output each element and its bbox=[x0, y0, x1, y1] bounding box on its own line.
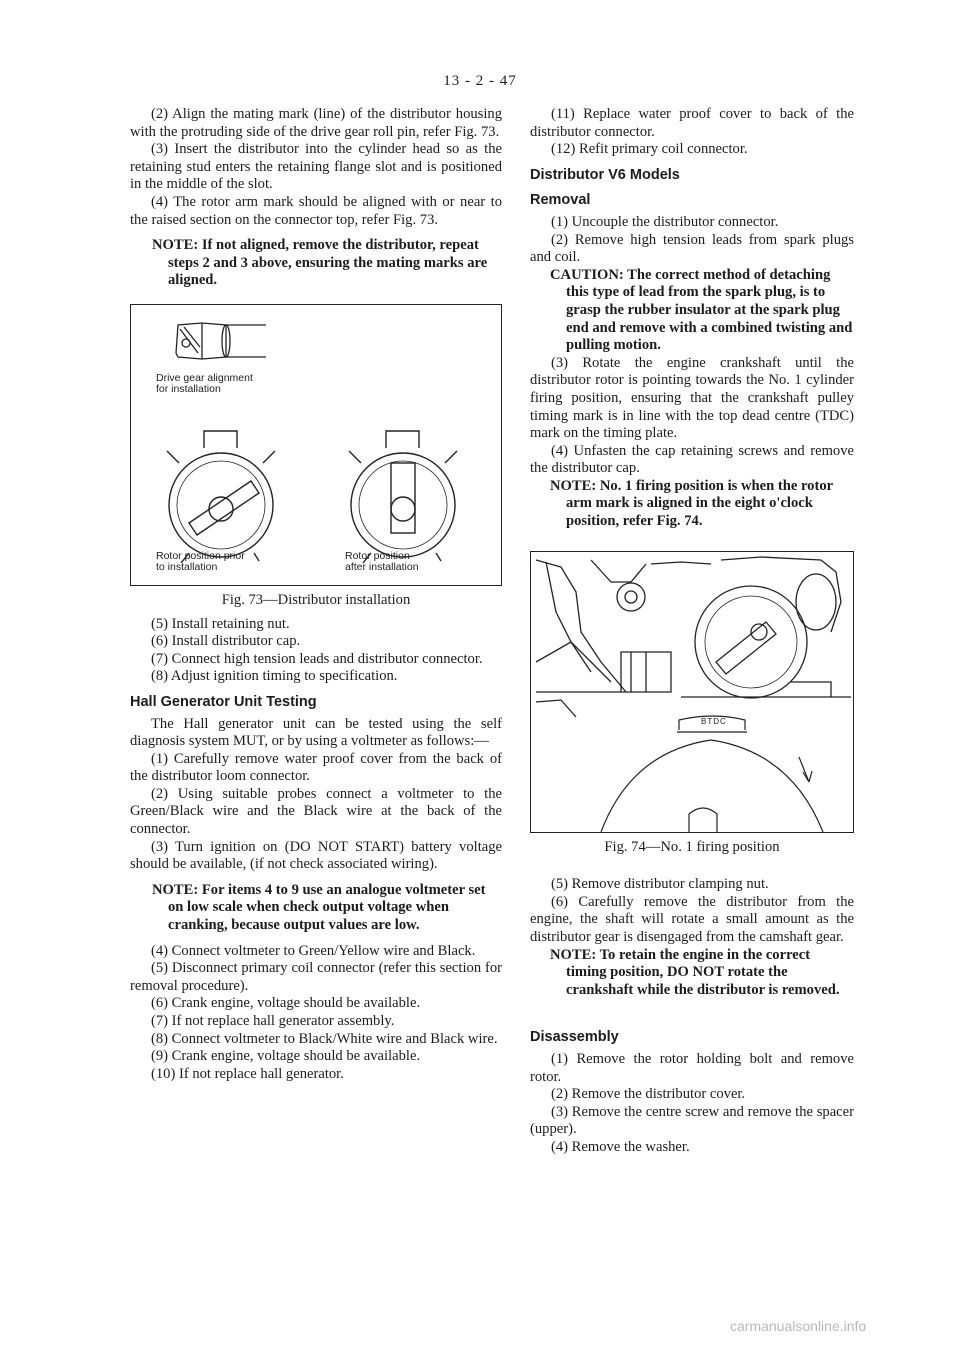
paragraph-insert: (3) Insert the distributor into the cylinder head so as the retaining stud enters the retaining flange slot and is positioned in the middle of the slot. bbox=[130, 141, 502, 193]
rotor-after-illustration bbox=[341, 423, 481, 563]
hall-step-10: (10) If not replace hall generator. bbox=[151, 1065, 344, 1082]
step-8-left: (8) Adjust ignition timing to specification. bbox=[151, 668, 398, 685]
right-column bbox=[530, 106, 854, 1157]
removal-step-2: (2) Remove high tension leads from spark plugs and coil. bbox=[530, 231, 854, 266]
fig73-label-after-2: after installation bbox=[345, 560, 419, 573]
paragraph-rotor: (4) The rotor arm mark should be aligned with or near to the raised section on the connector top, refer Fig. 73. bbox=[130, 193, 502, 228]
step-7-left: (7) Connect high tension leads and distributor connector. bbox=[151, 650, 483, 667]
removal-step-3: (3) Rotate the engine crankshaft until the distributor rotor is pointing towards the No. 1 cylinder firing position, ensuring that the crankshaft pulley timing mark is in line with the top dead centre (TDC) mark on the timing plate. bbox=[530, 354, 854, 442]
step-5-left: (5) Install retaining nut. bbox=[151, 615, 290, 632]
fig73-label-prior-2: to installation bbox=[156, 560, 218, 573]
fig73-label-drive-2: for installation bbox=[156, 382, 221, 395]
figure-74 bbox=[530, 551, 854, 833]
heading-removal: Removal bbox=[530, 192, 591, 209]
hall-intro: The Hall generator unit can be tested using the self diagnosis system MUT, or by using a voltmeter as follows:— bbox=[130, 715, 502, 750]
hall-step-4: (4) Connect voltmeter to Green/Yellow wire and Black. bbox=[151, 942, 476, 959]
step-11-right: (11) Replace water proof cover to back of the distributor connector. bbox=[530, 106, 854, 140]
fig73-label-drive-1: Drive gear alignment bbox=[156, 371, 253, 384]
heading-distributor-v6: Distributor V6 Models bbox=[530, 166, 680, 183]
removal-step-5: (5) Remove distributor clamping nut. bbox=[551, 876, 769, 893]
fig74-caption: Fig. 74—No. 1 firing position bbox=[604, 838, 780, 855]
hall-step-6: (6) Crank engine, voltage should be available. bbox=[151, 995, 421, 1012]
fig73-label-prior-1: Rotor position prior bbox=[156, 549, 245, 562]
hall-step-5: (5) Disconnect primary coil connector (refer this section for removal procedure). bbox=[130, 960, 502, 994]
disassembly-step-3: (3) Remove the centre screw and remove the spacer (upper). bbox=[530, 1103, 854, 1138]
fig73-label-after-1: Rotor position bbox=[345, 549, 410, 562]
footer-watermark: carmanualsonline.info bbox=[730, 1318, 867, 1334]
left-column bbox=[130, 106, 502, 1083]
step-6-left: (6) Install distributor cap. bbox=[151, 633, 301, 650]
removal-step-1: (1) Uncouple the distributor connector. bbox=[551, 213, 779, 230]
rotor-prior-illustration bbox=[159, 423, 299, 563]
hall-step-9: (9) Crank engine, voltage should be available. bbox=[151, 1048, 421, 1065]
note-firing-position: NOTE: No. 1 firing position is when the rotor arm mark is aligned in the eight o'clock position, refer Fig. 74. bbox=[550, 477, 833, 530]
engine-distributor-illustration bbox=[531, 552, 854, 832]
heading-disassembly: Disassembly bbox=[530, 1029, 619, 1046]
fig74-btdc-label: BTDC bbox=[701, 716, 727, 726]
hall-step-1: (1) Carefully remove water proof cover from the back of the distributor loom connector. bbox=[130, 750, 502, 785]
fig73-caption: Fig. 73—Distributor installation bbox=[221, 591, 411, 608]
hall-step-2: (2) Using suitable probes connect a voltmeter to the Green/Black wire and the Black wire at the back of the connector. bbox=[130, 785, 502, 838]
hall-step-3: (3) Turn ignition on (DO NOT START) battery voltage should be available, (if not check associated wiring). bbox=[130, 838, 502, 873]
disassembly-step-1: (1) Remove the rotor holding bolt and remove rotor. bbox=[530, 1051, 854, 1085]
disassembly-step-2: (2) Remove the distributor cover. bbox=[551, 1086, 746, 1103]
hall-step-8: (8) Connect voltmeter to Black/White wire and Black wire. bbox=[151, 1030, 498, 1047]
note-analogue-voltmeter: NOTE: For items 4 to 9 use an analogue voltmeter set on low scale when check output voltage when cranking, because output values are low. bbox=[152, 881, 486, 934]
drive-gear-illustration bbox=[156, 313, 276, 373]
caution-lead-detach: CAUTION: The correct method of detaching this type of lead from the spark plug, is to grasp the rubber insulator at the spark plug end and remove with a combined twisting and pulling motion. bbox=[550, 266, 853, 354]
hall-step-7: (7) If not replace hall generator assembly. bbox=[151, 1013, 395, 1029]
paragraph-align: (2) Align the mating mark (line) of the distributor housing with the protruding side of the drive gear roll pin, refer Fig. 73. bbox=[130, 106, 502, 140]
disassembly-step-4: (4) Remove the washer. bbox=[551, 1138, 690, 1155]
page-number: 13 - 2 - 47 bbox=[443, 73, 517, 89]
note-retain-timing: NOTE: To retain the engine in the correct timing position, DO NOT rotate the crankshaft while the distributor is removed. bbox=[550, 946, 840, 998]
step-12-right: (12) Refit primary coil connector. bbox=[551, 141, 748, 158]
figure-73 bbox=[130, 304, 502, 586]
removal-step-6: (6) Carefully remove the distributor from the engine, the shaft will rotate a small amount as the distributor gear is disengaged from the camshaft gear. bbox=[530, 893, 854, 946]
note-not-aligned: NOTE: If not aligned, remove the distributor, repeat steps 2 and 3 above, ensuring the mating marks are aligned. bbox=[152, 237, 488, 289]
removal-step-4: (4) Unfasten the cap retaining screws and remove the distributor cap. bbox=[530, 442, 854, 477]
heading-hall-generator: Hall Generator Unit Testing bbox=[130, 693, 317, 710]
